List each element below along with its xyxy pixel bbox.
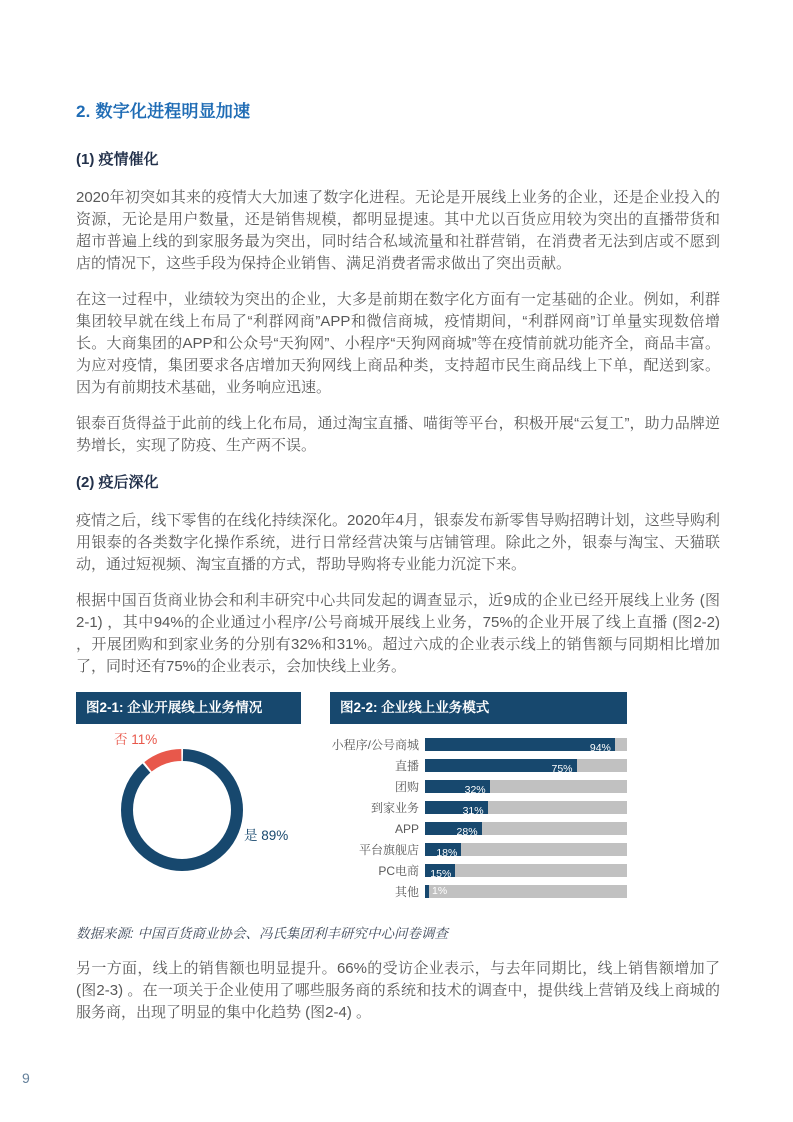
- subsection-heading-pandemic-catalyst: (1) 疫情催化: [76, 151, 159, 168]
- bar-value-label: 28%: [456, 826, 478, 838]
- bar-row: [330, 821, 627, 838]
- bar-value-label: 1%: [432, 885, 448, 897]
- bar-track: [425, 738, 627, 754]
- bar-value-label: 32%: [464, 784, 486, 796]
- bar-category-label: 到家业务: [370, 801, 419, 815]
- bar-row: [330, 843, 627, 859]
- bar-category-label: 其他: [394, 885, 419, 899]
- bar-row: [330, 738, 627, 754]
- bar-fill: [425, 759, 577, 775]
- bar-value-label: 15%: [430, 868, 452, 880]
- chart-title-2-2: 图2-2: 企业线上业务模式: [330, 692, 627, 724]
- bar-fill: [425, 843, 461, 859]
- bar-track: [425, 780, 627, 796]
- section-title: 2. 数字化进程明显加速: [76, 102, 251, 121]
- bar-track: [425, 759, 627, 775]
- bar-row: [330, 759, 627, 775]
- bar-track: [425, 822, 627, 838]
- chart-title-2-1: 图2-1: 企业开展线上业务情况: [76, 692, 301, 724]
- donut-segment-是: [127, 755, 237, 865]
- bar-track: [425, 843, 627, 859]
- bar-category-label: 平台旗舰店: [358, 843, 419, 857]
- bar-category-label: 直播: [394, 759, 419, 773]
- bar-category-label: PC电商: [378, 864, 419, 878]
- paragraph: 根据中国百货商业协会和利丰研究中心共同发起的调查显示，近9成的企业已经开展线上业务 (图2-1) ，其中94%的企业通过小程序/公号商城开展线上业务，75%的企业开展了线上直播 (图2-2) ，开展团购和到家业务的分别有32%和31%。超过六成的企业表示线上的销售额与同期相比增加了，同时还有75%的企业表示，会加快线上业务。: [76, 592, 720, 675]
- paragraph: 2020年初突如其来的疫情大大加速了数字化进程。无论是开展线上业务的企业，还是企业投入的资源，无论是用户数量，还是销售规模，都明显提速。其中尤以百货应用较为突出的直播带货和超市普遍上线的到家服务最为突出，同时结合私域流量和社群营销，在消费者无法到店或不愿到店的情况下，这些手段为保持企业销售、满足消费者需求做出了突出贡献。: [76, 189, 720, 272]
- bar-row: [330, 864, 627, 880]
- paragraph: 疫情之后，线下零售的在线化持续深化。2020年4月，银泰发布新零售导购招聘计划，这些导购利用银泰的各类数字化操作系统，进行日常经营决策与店铺管理。除此之外，银泰与淘宝、天猫联动，通过短视频、淘宝直播的方式，帮助导购将专业能力沉淀下来。: [76, 512, 720, 573]
- bar-track: [425, 885, 627, 898]
- bar-fill: [425, 864, 455, 880]
- donut-chart: [76, 724, 301, 902]
- bar-fill: [425, 780, 490, 796]
- paragraph: 另一方面，线上的销售额也明显提升。66%的受访企业表示，与去年同期比，线上销售额增加了 (图2-3) 。在一项关于企业使用了哪些服务商的系统和技术的调查中，提供线上营销及线上商城的服务商，出现了明显的集中化趋势 (图2-4) 。: [76, 960, 720, 1021]
- bar-chart: [330, 738, 627, 898]
- bar-row: [330, 885, 627, 898]
- bar-category-label: APP: [394, 821, 419, 836]
- charts-row: [76, 692, 720, 906]
- page-number: 9: [22, 1070, 30, 1086]
- bar-track: [425, 864, 627, 880]
- donut-label-yes: 是 89%: [244, 828, 289, 843]
- bar-row: [330, 801, 627, 817]
- bar-fill: [425, 822, 482, 838]
- donut-chart-graphic: [120, 748, 244, 872]
- bar-value-label: 31%: [462, 805, 484, 817]
- paragraph: 银泰百货得益于此前的线上化布局，通过淘宝直播、喵街等平台，积极开展“云复工”，助力品牌逆势增长，实现了防疫、生产两不误。: [76, 415, 720, 454]
- bar-fill: [425, 738, 615, 754]
- data-source-note: 数据来源: 中国百货商业协会、冯氏集团利丰研究中心问卷调查: [76, 926, 449, 941]
- bar-category-label: 小程序/公号商城: [331, 738, 419, 752]
- chart-online-business-modes: [330, 692, 627, 906]
- donut-label-no: 否 11%: [114, 732, 158, 747]
- bar-value-label: 94%: [589, 742, 611, 754]
- bar-value-label: 75%: [551, 763, 573, 775]
- page-content: [76, 97, 720, 1038]
- bar-fill: [425, 801, 488, 817]
- bar-track: [425, 801, 627, 817]
- bar-row: [330, 780, 627, 796]
- bar-value-label: 18%: [436, 847, 458, 859]
- paragraph: 在这一过程中，业绩较为突出的企业，大多是前期在数字化方面有一定基础的企业。例如，利群集团较早就在线上布局了“利群网商”APP和微信商城，疫情期间，“利群网商”订单量实现数倍增长。大商集团的APP和公众号“天狗网”、小程序“天狗网商城”等在疫情前就功能齐全，商品丰富。为应对疫情，集团要求各店增加天狗网线上商品种类，支持超市民生商品线上下单，配送到家。因为有前期技术基础，业务响应迅速。: [76, 291, 720, 396]
- chart-online-business-status: [76, 692, 301, 906]
- subsection-heading-post-pandemic-deepening: (2) 疫后深化: [76, 474, 159, 491]
- bar-category-label: 团购: [394, 780, 419, 794]
- bar-fill: [425, 885, 429, 898]
